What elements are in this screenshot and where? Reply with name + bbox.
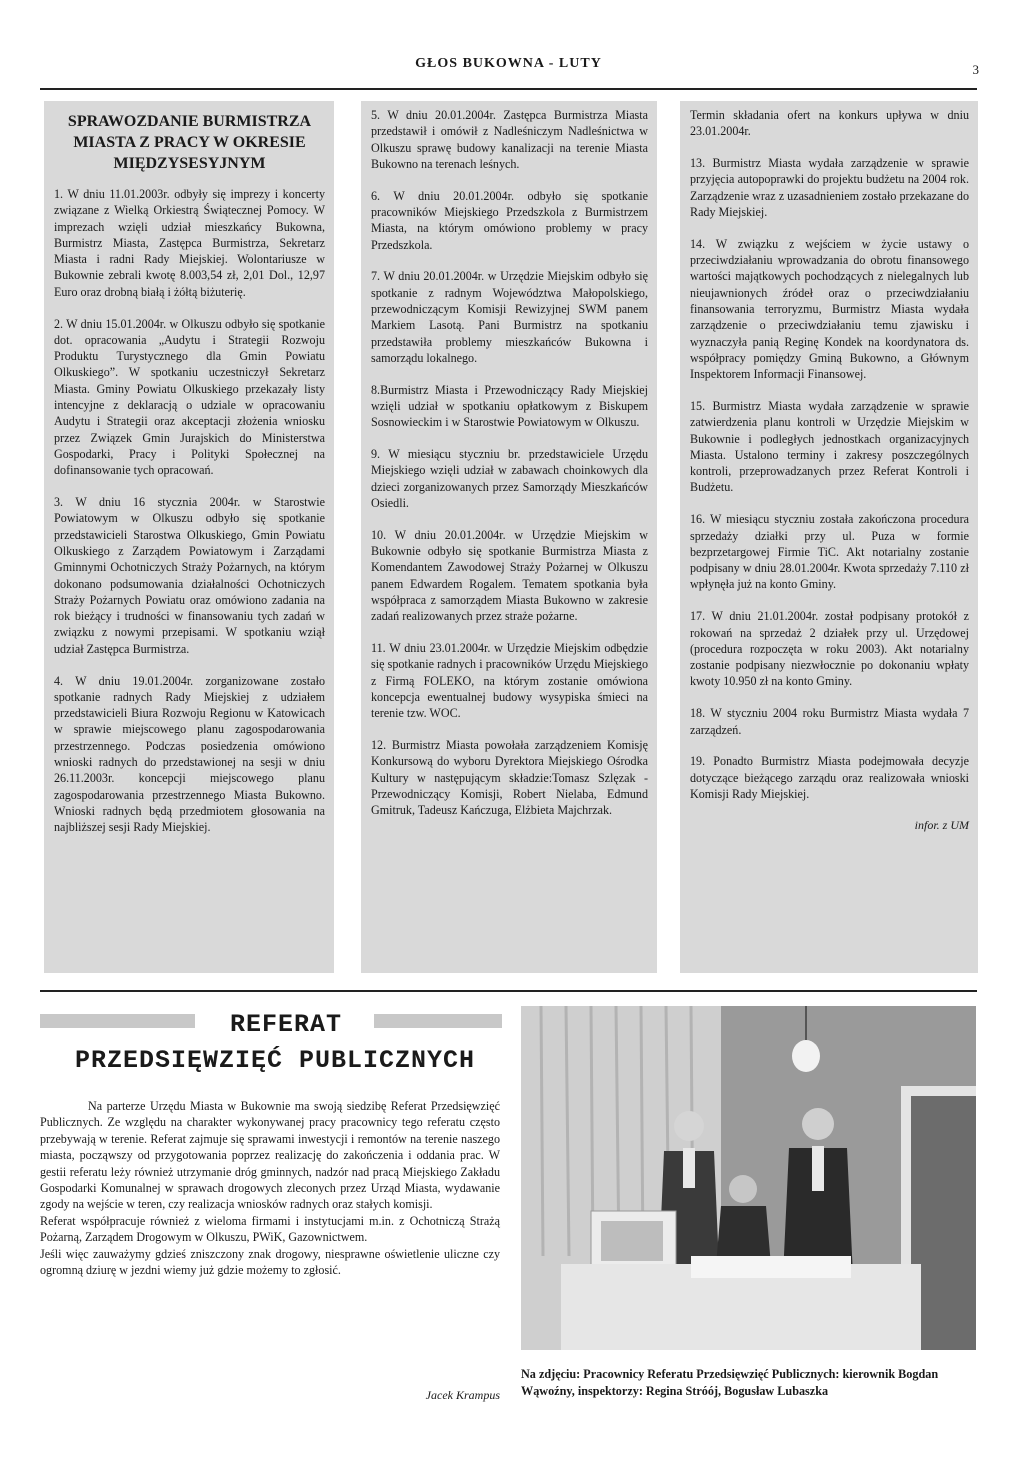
middle-rule	[40, 990, 977, 992]
masthead: GŁOS BUKOWNA - LUTY	[415, 56, 602, 71]
report-column-1	[44, 101, 334, 973]
page-number: 3	[972, 62, 979, 77]
report-title	[54, 111, 325, 174]
report-item: 12. Burmistrz Miasta powołała zarządzeniem Komisję Konkursową do wyboru Dyrektora Miejskiego Ośrodka Kultury w następującym składzie:Tomasz Szlęzak - Przewodniczący Komisji, Robert Nielaba, Edmund Gmitruk, Tadeusz Kańczuga, Elżbieta Majchrzak.	[371, 738, 648, 818]
photo-caption: Na zdjęciu: Pracownicy Referatu Przedsięwzięć Publicznych: kierownik Bogdan Wąwoźny, inspektorzy: Regina Stróój, Bogusław Lubaszka	[521, 1367, 939, 1398]
report-item: 14. W związku z wejściem w życie ustawy o przeciwdziałaniu wprowadzania do obrotu finansowego wartości majątkowych pochodzących z nielegalnych lub nieujawnionych źródeł oraz o przeciwdziałaniu finansowania terroryzmu, Burmistrz Miasta wydała zarządzenie o przeciwdziałaniu temu zjawisku i wyznaczyła panią Reginę Kondek na koordynatora ds. współpracy pomiędzy Gminą Bukowno, a Głównym Inspektorem Informacji Finansowej.	[690, 236, 969, 382]
report-item: 17. W dniu 21.01.2004r. został podpisany protokół z rokowań na sprzedaż 2 działek przy ul. Urzędowej (procedura rozpoczęta w roku 2003). Akt notarialny zostanie podpisany niezwłocznie po dokonaniu wpłaty kwoty 10.950 zł na konto Gminy.	[690, 609, 969, 689]
report-item: 4. W dniu 19.01.2004r. zorganizowane zostało spotkanie radnych Rady Miejskiej z udziałem przedstawicieli Biura Rozwoju Regionu w Katowicach w sprawie miejscowego planu zagospodarowania przestrzennego. Podczas posiedzenia omówiono wnioski radnych do przedstawionej na sesji w dniu 26.11.2003r. koncepcji miejscowego planu zagospodarowania przestrzennego Miasta Bukowno. Wnioski radnych będą przedmiotem głosowania na najbliższej sesji Rady Miejskiej.	[54, 673, 325, 835]
report-title-line: SPRAWOZDANIE BURMISTRZA	[67, 113, 312, 130]
report-item: Termin składania ofert na konkurs upływa w dniu 23.01.2004r.	[690, 108, 969, 139]
report-item: 1. W dniu 11.01.2003r. odbyły się imprezy i koncerty związane z Wielką Orkiestrą Świątecznej Pomocy. W imprezach wzięli udział mieszkańcy Bukowna, Burmistrz Miasta, Zastępca Burmistrza, Sekretarz Miasta i radni Rady Miejskiej. Wolontariusze w Bukownie zebrali kwotę 8.003,54 zł, 2,01 Dol., 12,97 Euro oraz drobną białą i żółtą biżuterię.	[54, 187, 325, 299]
report-item: 7. W dniu 20.01.2004r. w Urzędzie Miejskim odbyło się spotkanie z radnym Województwa Małopolskiego, przewodniczącym Komisji Rewizyjnej SWM panem Markiem Lasotą. Pani Burmistrz na spotkaniu przedstawiła problemy mieszkańców Bukowna i samorządu lokalnego.	[371, 269, 648, 365]
referat-title-line2: PRZEDSIĘWZIĘĆ PUBLICZNYCH	[74, 1046, 476, 1075]
report-item: 5. W dniu 20.01.2004r. Zastępca Burmistrza Miasta przedstawił i omówił z Nadleśniczym Nadleśnictwa w Olkuszu sprawę budowy kanalizacji na terenie Miasta Bukowno na terenach leśnych.	[371, 108, 648, 171]
report-item: 3. W dniu 16 stycznia 2004r. w Starostwie Powiatowym w Olkuszu odbyło się spotkanie przedstawicieli Starostwa Olkuskiego, Gmin Powiatu Olkuskiego z Zarządem Powiatowym i Zarządami Gminnymi Ochotniczych Straży Pożarnych, na którym dokonano podsumowania działalności Ochotniczych Straży Pożarnych Powiatu oraz omówiono zadania na rok bieżący i trudności w finansowaniu tych zadań w związku z nowymi przepisami. W spotkaniu wziął udział Zastępca Burmistrza.	[54, 495, 325, 656]
report-item: 10. W dniu 20.01.2004r. w Urzędzie Miejskim w Bukownie odbyło się spotkanie Burmistrza Miasta z Komendantem Zawodowej Straży Pożarnej w Olkuszu panem Edwardem Rogalem. Tematem spotkania była współpraca z samorządem Miasta Bukowno w zakresie zadań realizowanych przez straże pożarne.	[371, 527, 648, 624]
report-item: 9. W miesiącu styczniu br. przedstawiciele Urzędu Miejskiego wzięli udział w zabawach choinkowych dla dzieci zorganizowanych przez Samorządy Mieszkańców Osiedli.	[371, 447, 648, 510]
report-item: 18. W styczniu 2004 roku Burmistrz Miasta wydała 7 zarządzeń.	[690, 706, 969, 737]
referat-article	[40, 1098, 500, 1278]
article-author: Jacek Krampus	[425, 1388, 500, 1402]
article-paragraph: Referat współpracuje również z wieloma firmami i instytucjami m.in. z Ochotniczą Strażą Pożarną, Zarządem Drogowym w Olkuszu, PWiK, Gazownictwem.	[40, 1213, 500, 1245]
report-signature: infor. z UM	[914, 817, 969, 832]
report-title-line: MIASTA Z PRACY W OKRESIE	[73, 134, 306, 151]
report-item: 13. Burmistrz Miasta wydała zarządzenie w sprawie przyjęcia autopoprawki do projektu budżetu na 2004 rok. Zarządzenie wraz z uzasadnieniem zostało przekazane do Rady Miejskiej.	[690, 156, 969, 219]
report-column-3	[680, 101, 978, 973]
referat-title-line1: REFERAT	[229, 1010, 343, 1039]
report-item: 16. W miesiącu styczniu została zakończona procedura sprzedaży działki przy ul. Puza w formie bezprzetargowej Firmie TiC. Akt notarialny zostanie podpisany w dniu 28.01.2004r. Kwota sprzedaży 7.110 zł wpłynęła już na konto Gminy.	[690, 512, 969, 592]
heading-bar-right	[374, 1014, 502, 1028]
top-rule	[40, 88, 977, 90]
office-photo	[521, 1006, 976, 1350]
report-item: 6. W dniu 20.01.2004r. odbyło się spotkanie pracowników Miejskiego Przedszkola z Burmistrzem Miasta, na którym omówiono problemy w pracy Przedszkola.	[371, 188, 648, 252]
heading-bar-left	[40, 1014, 195, 1028]
report-item: 2. W dniu 15.01.2004r. w Olkuszu odbyło się spotkanie dot. opracowania „Audytu i Strategii Rozwoju Produktu Turystycznego dla Gmin Powiatu Olkuskiego”. W spotkaniu uczestniczył Sekretarz Miasta. Gminy Powiatu Olkuskiego przekazały listy intencyjne z deklaracją o udziale w opracowaniu Audytu i Strategii oraz akceptacji złożenia wniosku przez Związek Gmin Jurajskich do Ministerstwa Gospodarki, Pracy i Polityki Społecznej na dofinansowanie tych opracowań.	[54, 316, 325, 478]
article-paragraph: Jeśli więc zauważymy gdzieś zniszczony znak drogowy, niesprawne oświetlenie uliczne czy ogromną dziurę w jezdni wiemy już gdzie możemy to zgłosić.	[40, 1246, 500, 1278]
report-column-2	[361, 101, 657, 973]
report-item: 11. W dniu 23.01.2004r. w Urzędzie Miejskim odbędzie się spotkanie radnych i pracowników Urzędu Miejskiego z Firmą FOLEKO, na którym zostanie omówiona koncepcja ewentualnej budowy wysypiska śmieci na terenie tzw. WOC.	[371, 641, 648, 721]
report-item: 19. Ponadto Burmistrz Miasta podejmowała decyzje dotyczące bieżącego zarządu oraz realizowała wnioski Komisji Rady Miejskiej.	[690, 754, 969, 801]
report-title-line: MIĘDZYSESYJNYM	[113, 155, 266, 172]
report-item: 15. Burmistrz Miasta wydała zarządzenie w sprawie zatwierdzenia planu kontroli w Urzędzie Miejskim w Bukownie i podległych jednostkach organizacyjnych Miasta. Ustalono terminy i zakresy poszczególnych kontroli, przeprowadzanych przez Referat Kontroli i Budżetu.	[690, 398, 969, 495]
report-item: 8.Burmistrz Miasta i Przewodniczący Rady Miejskiej wzięli udział w spotkaniu opłatkowym z Biskupem Sosnowieckim i w Starostwie Powiatowym w Olkuszu.	[371, 382, 648, 430]
article-paragraph: Na parterze Urzędu Miasta w Bukownie ma swoją siedzibę Referat Przedsięwzięć Publicznych. Ze względu na charakter wykonywanej pracy pracownicy tego referatu często przebywają w terenie. Referat zajmuje się sprawami inwestycji i remontów na terenie naszego miasta, począwszy od przygotowania poprzez realizację do zakończenia i oddania prac. W gestii referatu leży również utrzymanie dróg gminnych, nadzór nad pracą Miejskiego Zakładu Gospodarki Komunalnej w sprawach drogowych zleconych przez Urząd Miasta, wydawanie zgody na wejście w teren, czy realizacja wniosków radnych oraz stałych komisji.	[40, 1099, 500, 1212]
